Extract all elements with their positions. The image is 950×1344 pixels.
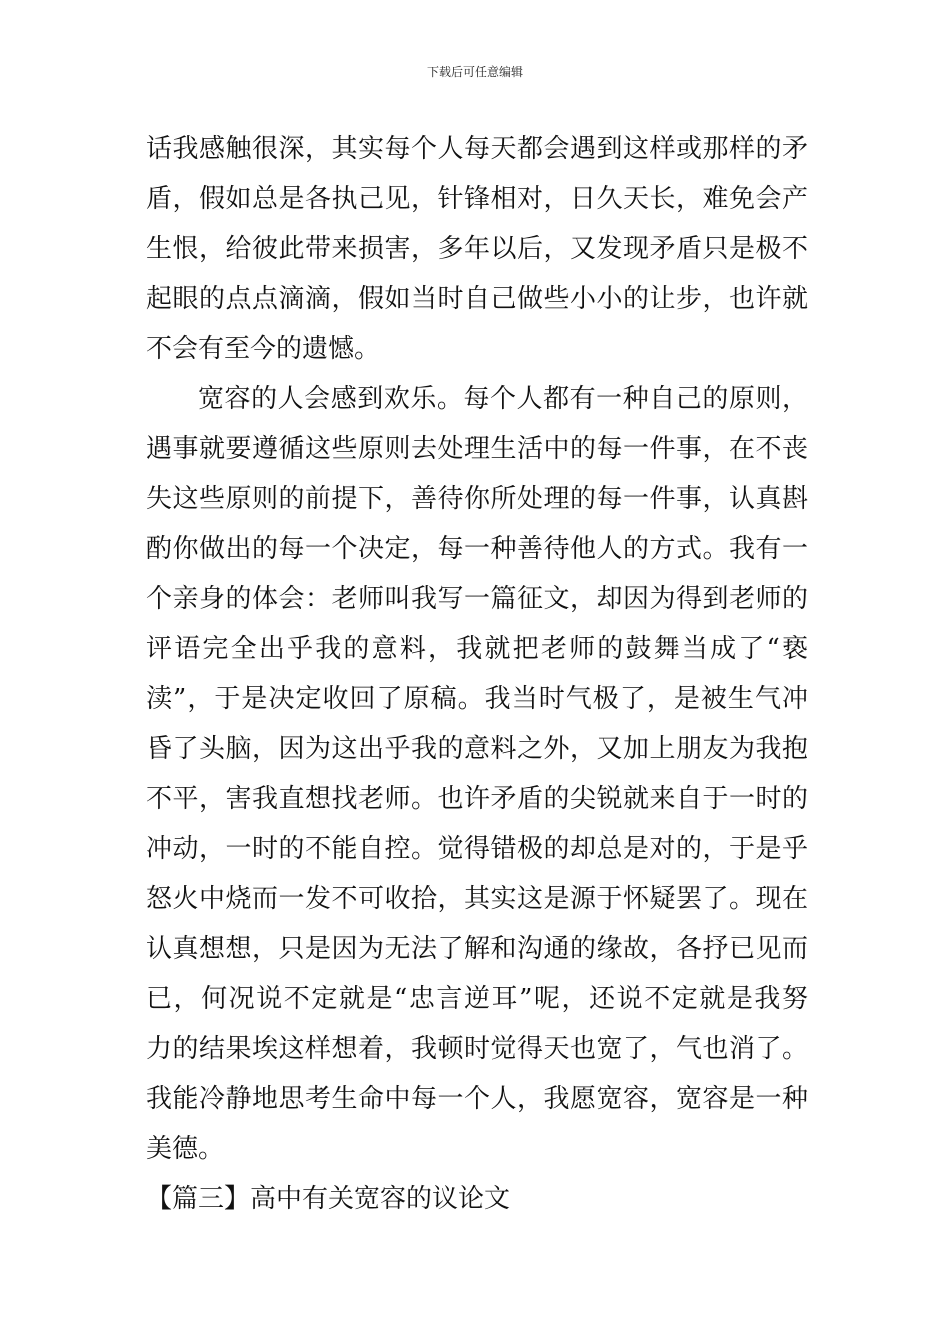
text-line: 盾，假如总是各执己见，针锋相对，日久天长，难免会产 xyxy=(146,184,808,214)
text-line: 认真想想，只是因为无法了解和沟通的缘故，各抒已见而 xyxy=(146,934,808,964)
text-line: 已，何况说不定就是“忠言逆耳”呢，还说不定就是我努 xyxy=(146,984,808,1014)
text-line: 遇事就要遵循这些原则去处理生活中的每一件事，在不丧 xyxy=(146,434,808,464)
text-line: 美德。 xyxy=(146,1134,225,1164)
text-line: 起眼的点点滴滴，假如当时自己做些小小的让步，也许就 xyxy=(146,284,808,314)
text-line: 个亲身的体会：老师叫我写一篇征文，却因为得到老师的 xyxy=(146,584,808,614)
text-line: 话我感触很深，其实每个人每天都会遇到这样或那样的矛 xyxy=(146,134,808,164)
text-line: 怒火中烧而一发不可收拾，其实这是源于怀疑罢了。现在 xyxy=(146,884,808,914)
paragraph-2 xyxy=(146,374,808,1174)
text-line: 酌你做出的每一个决定，每一种善待他人的方式。我有一 xyxy=(146,534,808,564)
text-line: 宽容的人会感到欢乐。每个人都有一种自己的原则， xyxy=(198,384,808,414)
text-line: 冲动，一时的不能自控。觉得错极的却总是对的，于是乎 xyxy=(146,834,808,864)
text-line: 不平，害我直想找老师。也许矛盾的尖锐就来自于一时的 xyxy=(146,784,808,814)
page-header-note: 下载后可任意编辑 xyxy=(426,65,523,79)
text-line: 生恨，给彼此带来损害，多年以后，又发现矛盾只是极不 xyxy=(146,234,808,264)
paragraph-1 xyxy=(146,124,808,374)
text-line: 评语完全出乎我的意料，我就把老师的鼓舞当成了“亵 xyxy=(146,634,808,664)
document-body xyxy=(146,124,808,1224)
text-line: 我能冷静地思考生命中每一个人，我愿宽容，宽容是一种 xyxy=(146,1084,808,1114)
text-line: 力的结果埃这样想着，我顿时觉得天也宽了，气也消了。 xyxy=(146,1034,808,1064)
text-line: 不会有至今的遗憾。 xyxy=(146,334,381,364)
text-line: 渎”，于是决定收回了原稿。我当时气极了，是被生气冲 xyxy=(146,684,808,714)
text-line: 昏了头脑，因为这出乎我的意料之外，又加上朋友为我抱 xyxy=(146,734,808,764)
section-heading: 【篇三】高中有关宽容的议论文 xyxy=(146,1184,511,1214)
text-line: 失这些原则的前提下，善待你所处理的每一件事，认真斟 xyxy=(146,484,808,514)
